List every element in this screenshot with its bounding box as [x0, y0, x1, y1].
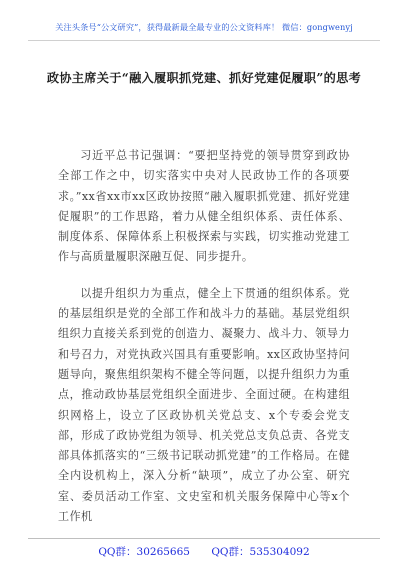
- top-banner: 关注头条号“公文研究”，获得最新最全最专业的公文资料库！ 微信：gongwenyj: [55, 22, 353, 32]
- header-divider: [28, 40, 380, 41]
- footer-qq-group-2: QQ群：535304092: [211, 546, 310, 558]
- document-title: 政协主席关于“融入履职抓党建、抓好党建促履职”的思考: [46, 71, 362, 85]
- paragraph-2: 以提升组织力为重点，健全上下贯通的组织体系。党的基层组织是党的全部工作和战斗力的基础。基层党组织组织力直接关系到党的创造力、凝聚力、战斗力、领导力和号召力，对党执政兴国具有重要影响。xx区政协坚持问题导向，聚焦组织架构不健全等问题，以提升组织力为重点，推动政协基层党组织全面进步、全面过硬。在构建组织网格上，设立了区政协机关党总支、x个专委会党支部，形成了政协党组为领导、机关党总支负总责、各党支部具体抓落实的“三级书记联动抓党建”的工作格局。在健全内设机构上，深入分析“缺项”，成立了办公室、研究室、委员活动工作室、文史室和机关服务保障中心等x个工作机: [58, 286, 350, 524]
- footer: [0, 544, 408, 559]
- paragraph-1: 习近平总书记强调：“要把坚持党的领导贯穿到政协全部工作之中，切实落实中央对人民政协工作的各项要求。”xx省xx市xx区政协按照“融入履职抓党建、抓好党建促履职”的工作思路，着力从健全组织体系、责任体系、制度体系、保障体系上积极探索与实践，切实推动党建工作与高质量履职深融互促、同步提升。: [58, 149, 350, 264]
- document-body: [58, 146, 350, 543]
- footer-divider: [28, 538, 380, 539]
- footer-qq-group-1: QQ群：30265665: [98, 546, 190, 558]
